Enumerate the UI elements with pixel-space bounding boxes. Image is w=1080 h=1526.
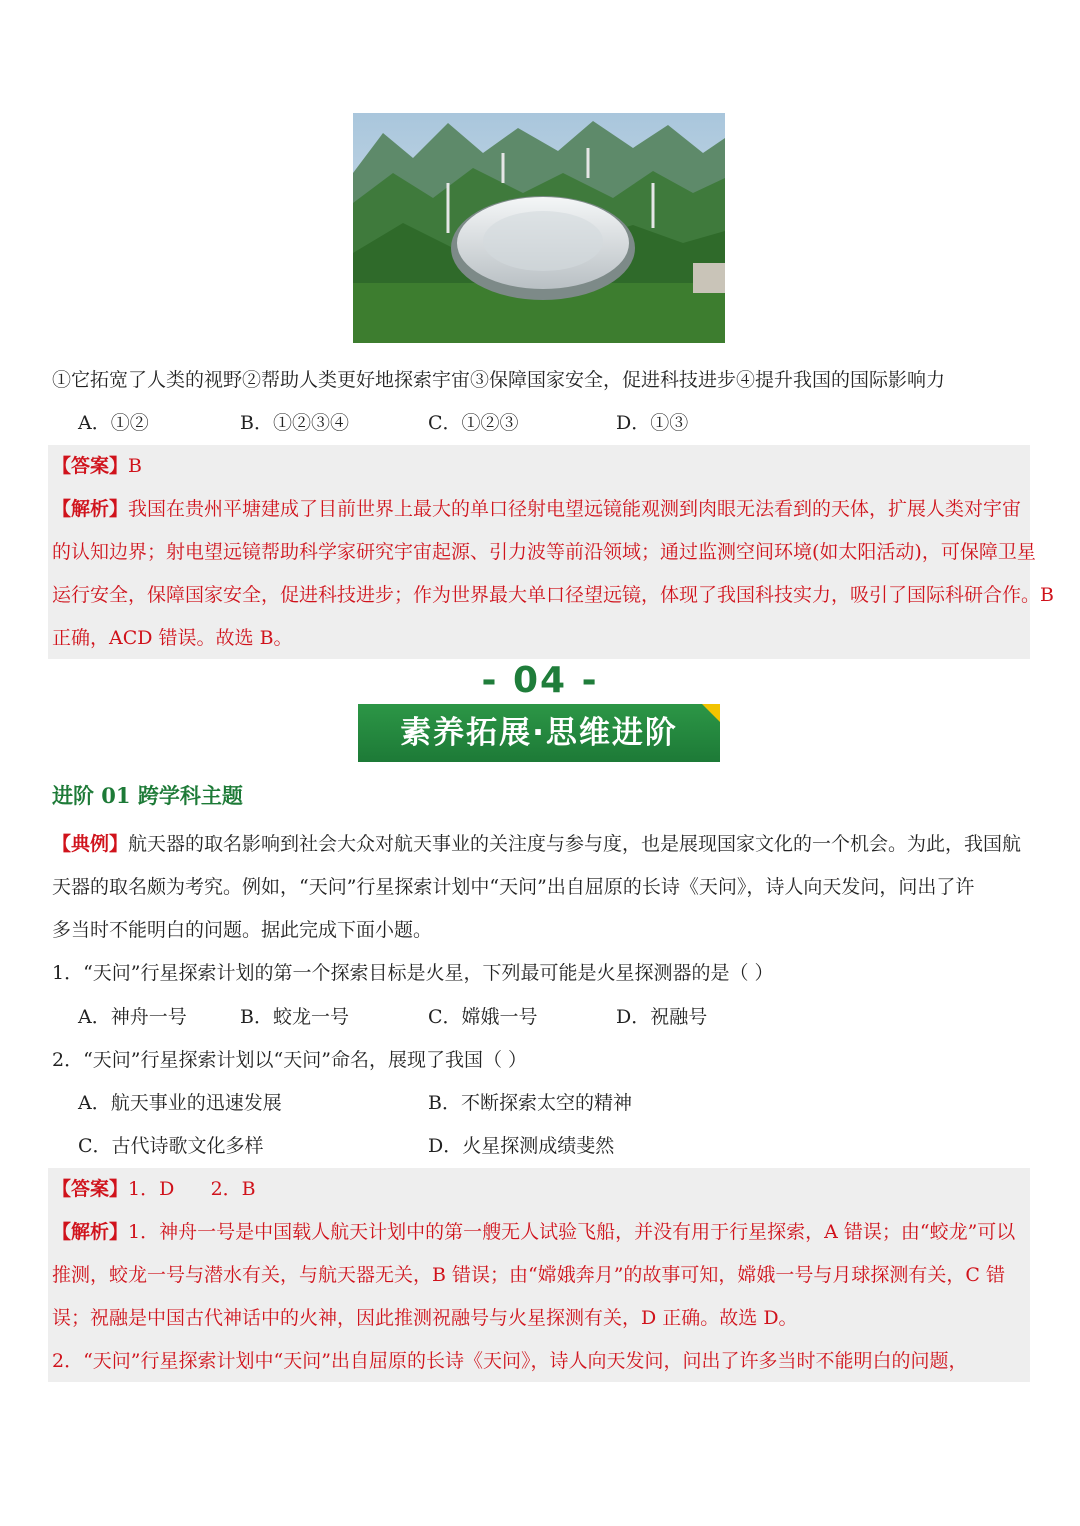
analysis-line: 运行安全，保障国家安全，促进科技进步；作为世界最大单口径望远镜，体现了我国科技实力，吸引了国际科研合作。B	[52, 584, 1054, 606]
analysis-line: 【解析】1．神舟一号是中国载人航天计划中的第一艘无人试验飞船，并没有用于行星探索，A 错误；由“蛟龙”可以	[52, 1221, 1016, 1243]
answer-line-2	[52, 1175, 256, 1203]
analysis-line: 2．“天问”行星探索计划中“天问”出自屈原的长诗《天问》，诗人向天发问，问出了许多当时不能明白的问题，	[52, 1350, 968, 1372]
subheading: 进阶 01 跨学科主题	[52, 783, 243, 808]
question-statement: ①它拓宽了人类的视野②帮助人类更好地探索宇宙③保障国家安全，促进科技进步④提升我国的国际影响力	[52, 369, 946, 391]
q2-option-b: B．不断探索太空的精神	[428, 1092, 632, 1114]
analysis-line: 误；祝融是中国古代神话中的火神，因此推测祝融号与火星探测有关，D 正确。故选 D。	[52, 1307, 798, 1329]
answer-value: 1．D 2．B	[128, 1178, 256, 1200]
option-d: D．①③	[616, 412, 689, 434]
banner-corner-decoration	[702, 704, 720, 722]
analysis-tag: 【解析】	[52, 498, 129, 520]
analysis-line: 正确，ACD 错误。故选 B。	[52, 627, 293, 649]
example-line: 多当时不能明白的问题。据此完成下面小题。	[52, 919, 433, 941]
option-c: C．①②③	[428, 412, 519, 434]
q2-option-c: C．古代诗歌文化多样	[78, 1135, 264, 1157]
example-tag: 【典例】	[52, 833, 129, 855]
q1-option-a: A．神舟一号	[78, 1006, 187, 1028]
question-1-stem: 1．“天问”行星探索计划的第一个探索目标是火星，下列最可能是火星探测器的是（ ）	[52, 962, 774, 984]
section-number: - 04 -	[481, 660, 599, 701]
answer-line-1	[52, 452, 142, 480]
section-banner	[358, 704, 720, 762]
example-line: 天器的取名颇为考究。例如，“天问”行星探索计划中“天问”出自屈原的长诗《天问》，诗人向天发问，问出了许	[52, 876, 975, 898]
example-line: 【典例】航天器的取名影响到社会大众对航天事业的关注度与参与度，也是展现国家文化的一个机会。为此，我国航	[52, 833, 1022, 855]
analysis-line: 的认知边界；射电望远镜帮助科学家研究宇宙起源、引力波等前沿领域；通过监测空间环境(如太阳活动)，可保障卫星	[52, 541, 1036, 563]
answer-tag: 【答案】	[52, 455, 129, 477]
analysis-line: 推测，蛟龙一号与潜水有关，与航天器无关，B 错误；由“嫦娥奔月”的故事可知，嫦娥一号与月球探测有关，C 错	[52, 1264, 1006, 1286]
option-a: A．①②	[78, 412, 149, 434]
answer-value: B	[128, 455, 142, 477]
option-b: B．①②③④	[240, 412, 349, 434]
analysis-line: 【解析】我国在贵州平塘建成了目前世界上最大的单口径射电望远镜能观测到肉眼无法看到的天体，扩展人类对宇宙	[52, 498, 1022, 520]
q1-option-d: D．祝融号	[616, 1006, 708, 1028]
q1-option-c: C．嫦娥一号	[428, 1006, 538, 1028]
analysis-tag: 【解析】	[52, 1221, 129, 1243]
answer-tag: 【答案】	[52, 1178, 129, 1200]
telescope-photo	[353, 113, 725, 343]
q1-option-b: B．蛟龙一号	[240, 1006, 349, 1028]
question-2-stem: 2．“天问”行星探索计划以“天问”命名，展现了我国（ ）	[52, 1049, 527, 1071]
section-banner-title: 素养拓展·思维进阶	[400, 715, 678, 751]
q2-option-d: D．火星探测成绩斐然	[428, 1135, 615, 1157]
q2-option-a: A．航天事业的迅速发展	[78, 1092, 282, 1114]
